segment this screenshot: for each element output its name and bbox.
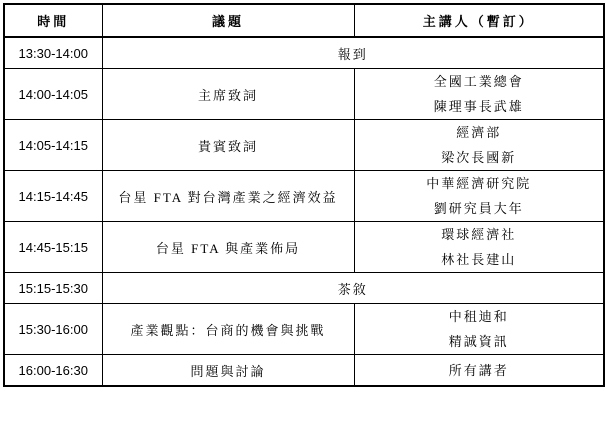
- speaker-org: 中華經濟研究院: [426, 176, 532, 191]
- topic-cell: 產業觀點：台商的機會與挑戰: [102, 304, 354, 355]
- table-row: [4, 120, 604, 171]
- topic-cell: 台星 FTA 對台灣產業之經濟效益: [102, 171, 354, 222]
- speaker-cell: [354, 69, 604, 120]
- speaker-name: 梁次長國新: [441, 150, 517, 165]
- time-cell: 15:15-15:30: [4, 273, 102, 304]
- time-cell: 14:15-14:45: [4, 171, 102, 222]
- speaker-org: 全國工業總會: [433, 74, 524, 89]
- speaker-cell: [354, 120, 604, 171]
- header-row: [4, 4, 604, 37]
- speaker-cell: [354, 222, 604, 273]
- table-row: [4, 69, 604, 120]
- speaker-name: 所有講者: [448, 362, 509, 378]
- table-row: [4, 355, 604, 387]
- speaker-org: 環球經濟社: [441, 227, 517, 242]
- speaker-org: 經濟部: [456, 125, 502, 140]
- topic-cell: 主席致詞: [102, 69, 354, 120]
- break-cell: 報到: [102, 37, 604, 69]
- speaker-cell: [354, 171, 604, 222]
- table-row: [4, 37, 604, 69]
- time-cell: 16:00-16:30: [4, 355, 102, 387]
- table-row: [4, 171, 604, 222]
- time-cell: 13:30-14:00: [4, 37, 102, 69]
- speaker-name: 陳理事長武雄: [433, 99, 524, 114]
- break-cell: 茶敘: [102, 273, 604, 304]
- speaker-org: 中租迪和: [448, 309, 509, 324]
- topic-cell: 貴賓致詞: [102, 120, 354, 171]
- header-speaker: 主講人（暫訂）: [354, 4, 604, 37]
- speaker-name: 林社長建山: [441, 252, 517, 267]
- time-cell: 14:00-14:05: [4, 69, 102, 120]
- speaker-cell: [354, 355, 604, 387]
- speaker-name: 精誠資訊: [448, 334, 509, 349]
- topic-cell: 台星 FTA 與產業佈局: [102, 222, 354, 273]
- speaker-cell: [354, 304, 604, 355]
- table-row: [4, 222, 604, 273]
- table-row: [4, 273, 604, 304]
- speaker-name: 劉研究員大年: [433, 201, 524, 216]
- agenda-table: [3, 3, 605, 387]
- header-topic: 議題: [102, 4, 354, 37]
- table-row: [4, 304, 604, 355]
- header-time: 時間: [4, 4, 102, 37]
- time-cell: 14:45-15:15: [4, 222, 102, 273]
- topic-cell: 問題與討論: [102, 355, 354, 387]
- time-cell: 14:05-14:15: [4, 120, 102, 171]
- time-cell: 15:30-16:00: [4, 304, 102, 355]
